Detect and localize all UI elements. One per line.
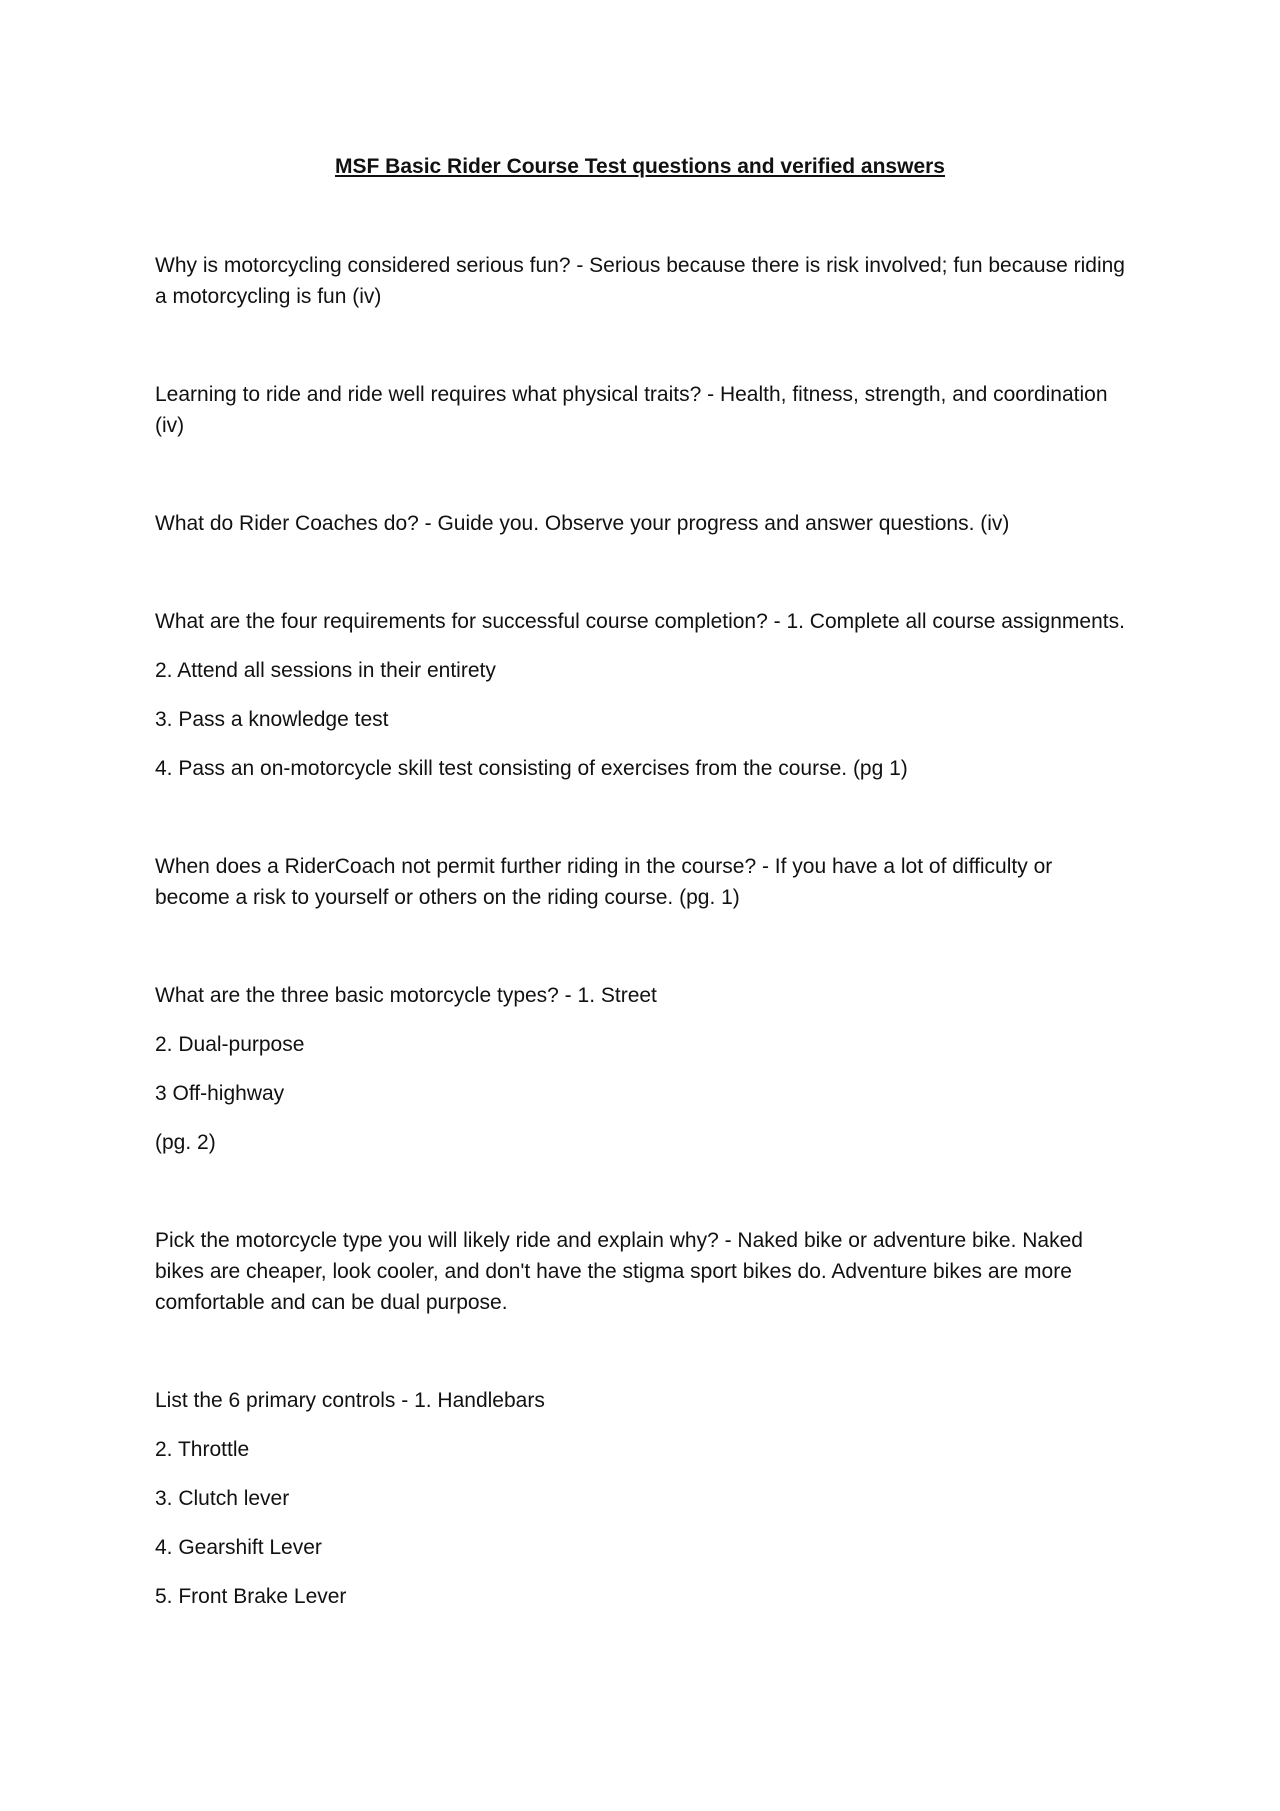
qa-line: 2. Attend all sessions in their entirety xyxy=(155,659,496,682)
qa-line: 4. Gearshift Lever xyxy=(155,1536,322,1559)
qa-item xyxy=(155,1225,1130,1318)
qa-line: What are the four requirements for successful course completion? - 1. Complete all course assignments. xyxy=(155,610,1125,633)
qa-line: 5. Front Brake Lever xyxy=(155,1585,347,1608)
qa-line: 3. Pass a knowledge test xyxy=(155,708,389,731)
qa-line: What do Rider Coaches do? - Guide you. Observe your progress and answer questions. (iv) xyxy=(155,512,1010,535)
qa-line: 3 Off-highway xyxy=(155,1082,285,1105)
qa-line: 2. Dual-purpose xyxy=(155,1033,305,1056)
qa-line: 2. Throttle xyxy=(155,1438,250,1461)
qa-item xyxy=(155,379,1130,441)
qa-item xyxy=(155,606,1130,784)
qa-item xyxy=(155,508,1130,539)
qa-line: When does a RiderCoach not permit further riding in the course? - If you have a lot of difficulty or become a risk to yourself or others on the riding course. (pg. 1) xyxy=(155,855,1053,909)
qa-line: Pick the motorcycle type you will likely ride and explain why? - Naked bike or adventure bike. Naked bikes are cheaper, look cooler, and don't have the stigma sport bikes do. Adventure bikes are more comfortable and can be dual purpose. xyxy=(155,1229,1083,1314)
qa-item xyxy=(155,1385,1130,1612)
qa-line: 4. Pass an on-motorcycle skill test consisting of exercises from the course. (pg 1) xyxy=(155,757,908,780)
qa-line: Why is motorcycling considered serious fun? - Serious because there is risk involved; fun because riding a motorcycling is fun (iv) xyxy=(155,254,1125,308)
qa-line: Learning to ride and ride well requires what physical traits? - Health, fitness, strength, and coordination (iv) xyxy=(155,383,1108,437)
document-title: MSF Basic Rider Course Test questions and verified answers xyxy=(335,155,945,178)
qa-line: (pg. 2) xyxy=(155,1131,216,1154)
document-body xyxy=(155,250,1130,1679)
qa-line: List the 6 primary controls - 1. Handlebars xyxy=(155,1389,545,1412)
qa-line: 3. Clutch lever xyxy=(155,1487,290,1510)
qa-item xyxy=(155,980,1130,1158)
qa-item xyxy=(155,250,1130,312)
qa-item xyxy=(155,851,1130,913)
qa-line: What are the three basic motorcycle types? - 1. Street xyxy=(155,984,657,1007)
